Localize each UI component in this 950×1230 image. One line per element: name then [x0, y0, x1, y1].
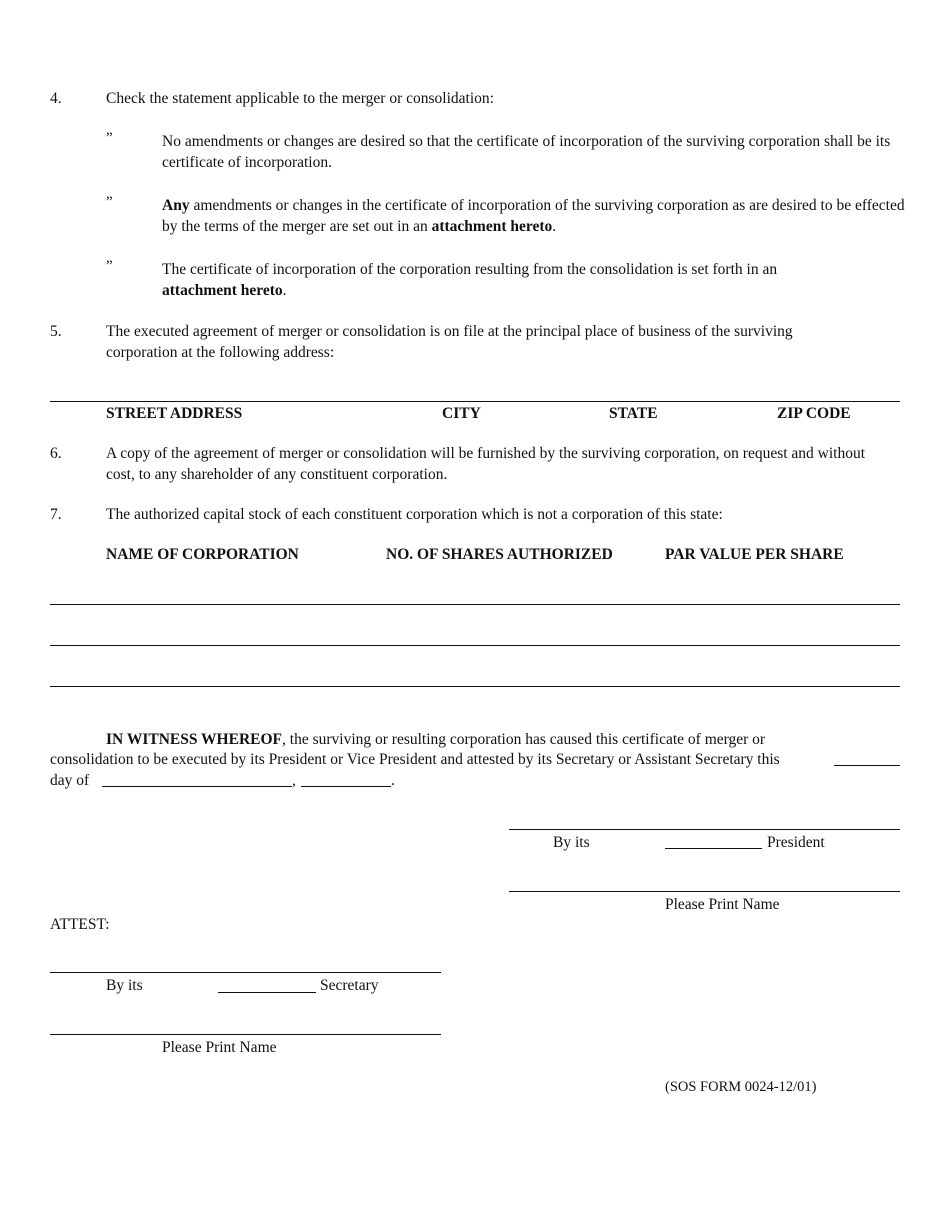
option-1-checkbox[interactable]: ”	[106, 130, 113, 146]
form-identifier: (SOS FORM 0024-12/01)	[665, 1079, 817, 1095]
capital-stock-line-3[interactable]	[50, 686, 900, 687]
date-comma: ,	[292, 772, 296, 789]
item-6-text: A copy of the agreement of merger or consolidation will be furnished by the surviving corporation, on request and without cost, to any shareholder of any constituent corporation.	[106, 445, 866, 483]
shares-authorized-header: NO. OF SHARES AUTHORIZED	[386, 546, 613, 563]
president-print-name-label: Please Print Name	[665, 896, 780, 913]
option-3-end: .	[282, 281, 287, 299]
secretary-title: Secretary	[320, 977, 379, 994]
option-2-text	[162, 196, 907, 237]
item-5-text: The executed agreement of merger or consolidation is on file at the principal place of business of the surviving corporation at the following address:	[106, 323, 793, 361]
witness-text-1: , the surviving or resulting corporation has caused this certificate of merger or	[282, 731, 766, 748]
option-2-body: amendments or changes in the certificate of incorporation of the surviving corporation as are desired to be effected by the terms of the merger are set out in an	[162, 197, 905, 235]
item-4-text: Check the statement applicable to the merger or consolidation:	[106, 90, 494, 107]
item-6-number: 6.	[50, 445, 62, 462]
year-blank[interactable]	[301, 786, 391, 787]
option-3-body: The certificate of incorporation of the corporation resulting from the consolidation is set forth in an	[162, 261, 778, 278]
option-3-checkbox[interactable]: ”	[106, 258, 113, 274]
street-address-label: STREET ADDRESS	[106, 405, 243, 422]
day-number-blank[interactable]	[834, 765, 900, 766]
president-title: President	[767, 834, 825, 851]
secretary-by-its: By its	[106, 977, 143, 994]
witness-text-2: consolidation to be executed by its President or Vice President and attested by its Secretary or Assistant Secretary this	[50, 751, 780, 768]
par-value-header: PAR VALUE PER SHARE	[665, 546, 844, 563]
capital-stock-line-1[interactable]	[50, 604, 900, 605]
zip-code-label: ZIP CODE	[777, 405, 851, 422]
president-by-its: By its	[553, 834, 590, 851]
option-2-attachment: attachment hereto	[431, 217, 553, 235]
secretary-print-name-line[interactable]	[50, 1034, 441, 1035]
option-2-checkbox[interactable]: ”	[106, 194, 113, 210]
item-7-number: 7.	[50, 506, 62, 523]
secretary-title-blank[interactable]	[218, 992, 316, 993]
date-period: .	[391, 772, 395, 789]
city-label: CITY	[442, 405, 481, 422]
option-2-end: .	[552, 217, 557, 235]
option-3-attachment: attachment hereto	[162, 281, 283, 299]
option-2-bold-lead: Any	[162, 197, 190, 214]
president-signature-line[interactable]	[509, 829, 900, 830]
president-print-name-line[interactable]	[509, 891, 900, 892]
option-1-text: No amendments or changes are desired so that the certificate of incorporation of the surviving corporation shall be its certificate of incorporation.	[162, 133, 891, 171]
witness-lead: IN WITNESS WHEREOF	[106, 731, 283, 748]
witness-line-1	[106, 730, 765, 750]
day-of-label: day of	[50, 772, 90, 789]
president-title-blank[interactable]	[665, 848, 762, 849]
secretary-print-name-label: Please Print Name	[162, 1039, 277, 1056]
state-label: STATE	[609, 405, 658, 422]
option-3-text	[162, 260, 852, 301]
item-4-number: 4.	[50, 90, 62, 107]
month-blank[interactable]	[102, 786, 292, 787]
attest-label: ATTEST:	[50, 916, 110, 933]
item-7-text: The authorized capital stock of each constituent corporation which is not a corporation of this state:	[106, 506, 723, 523]
secretary-signature-line[interactable]	[50, 972, 441, 973]
name-of-corporation-header: NAME OF CORPORATION	[106, 546, 299, 563]
item-5-number: 5.	[50, 323, 62, 340]
capital-stock-line-2[interactable]	[50, 645, 900, 646]
address-line[interactable]	[50, 401, 900, 402]
